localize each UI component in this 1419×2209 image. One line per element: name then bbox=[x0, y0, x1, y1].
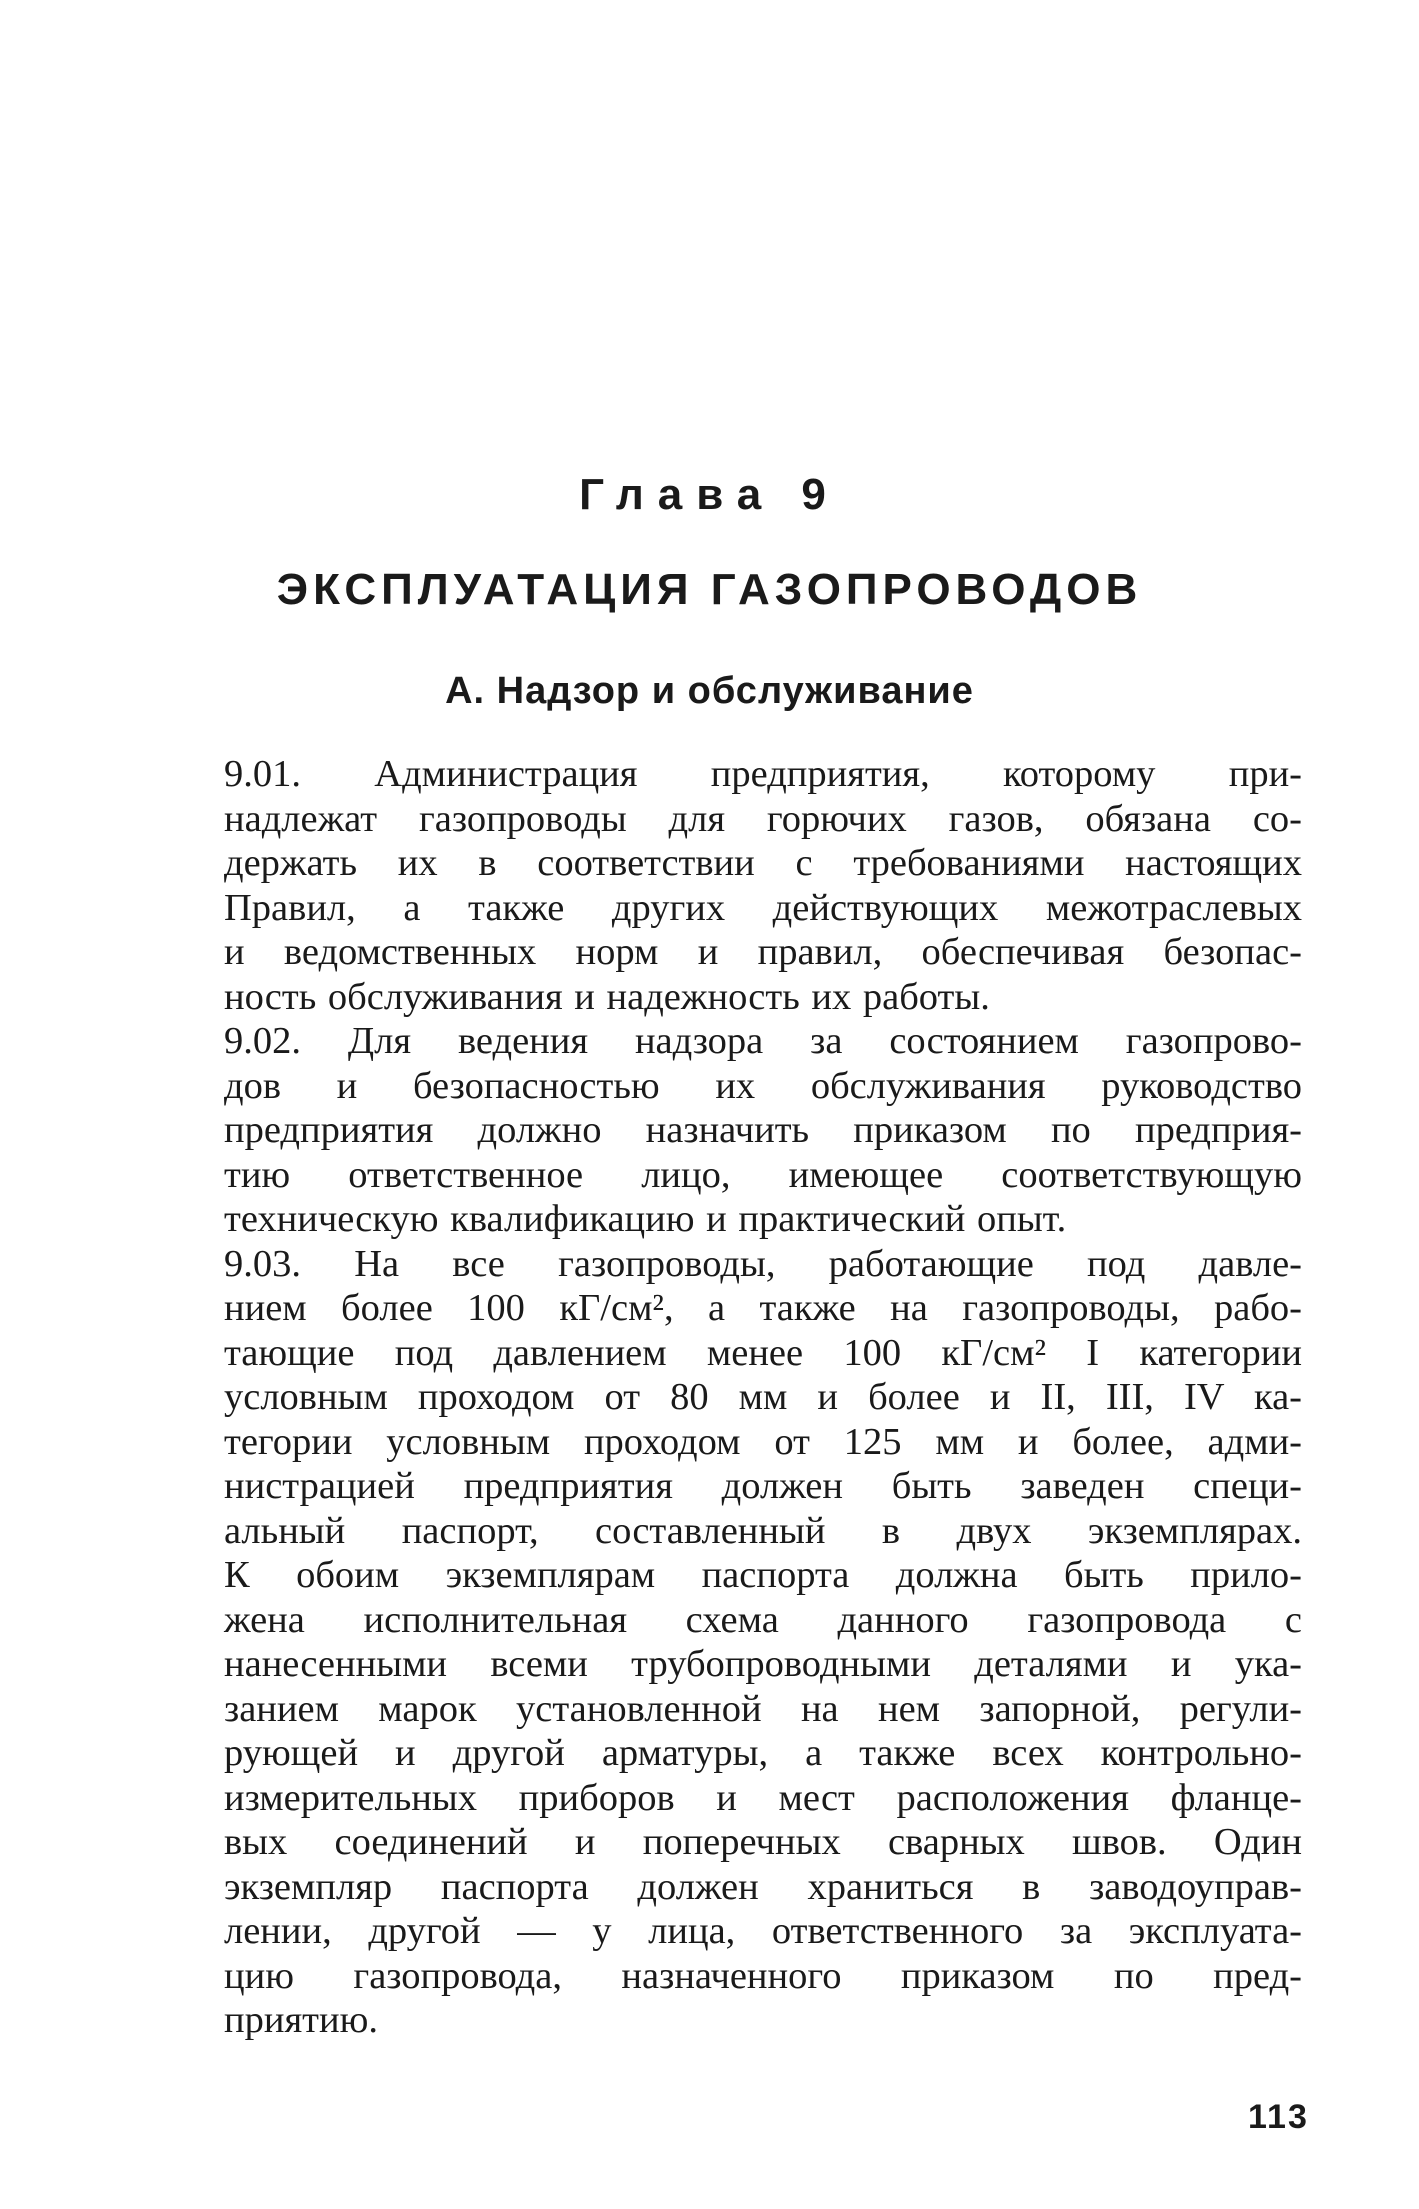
text-line: жена исполнительная схема данного газопровода с bbox=[224, 1598, 1302, 1641]
text-line: нанесенными всеми трубопроводными деталями и ука- bbox=[224, 1643, 1302, 1685]
text-line: измерительных приборов и мест расположения фланце- bbox=[224, 1776, 1302, 1819]
text-line: дов и безопасностью их обслуживания руководство bbox=[224, 1064, 1302, 1107]
text-line: и ведомственных норм и правил, обеспечивая безопас- bbox=[224, 931, 1302, 973]
text-line: держать их в соответствии с требованиями настоящих bbox=[224, 842, 1302, 884]
text-line: альный паспорт, составленный в двух экземплярах. bbox=[224, 1509, 1302, 1552]
text-line: вых соединений и поперечных сварных швов. Один bbox=[224, 1821, 1302, 1863]
text-line: предприятия должно назначить приказом по предприя- bbox=[224, 1109, 1302, 1151]
text-line: техническую квалификацию и практический опыт. bbox=[224, 1198, 1067, 1240]
page-number: 113 bbox=[1248, 2098, 1309, 2136]
text-line: Правил, а также других действующих межотраслевых bbox=[224, 886, 1302, 929]
text-line: тию ответственное лицо, имеющее соответствующую bbox=[224, 1153, 1302, 1196]
text-line: К обоим экземплярам паспорта должна быть прило- bbox=[224, 1554, 1302, 1596]
text-line: рующей и другой арматуры, а также всех контрольно- bbox=[224, 1732, 1302, 1774]
text-line: условным проходом от 80 мм и более и II, III, IV ка- bbox=[224, 1376, 1302, 1418]
text-line: тающие под давлением менее 100 кГ/см² I категории bbox=[224, 1331, 1302, 1374]
text-line: тегории условным проходом от 125 мм и более, адми- bbox=[224, 1420, 1302, 1463]
chapter-label: Глава 9 bbox=[579, 470, 840, 519]
body-text bbox=[162, 752, 1302, 2043]
text-line: лении, другой — у лица, ответственного за эксплуата- bbox=[224, 1910, 1302, 1952]
paragraph-9-01 bbox=[162, 752, 1302, 1019]
text-line: нием более 100 кГ/см², а также на газопроводы, рабо- bbox=[224, 1287, 1302, 1329]
paragraph-9-02 bbox=[162, 1019, 1302, 1242]
text-line: надлежат газопроводы для горючих газов, обязана со- bbox=[224, 797, 1302, 840]
text-line: цию газопровода, назначенного приказом по пред- bbox=[224, 1954, 1302, 1997]
text-line: ность обслуживания и надежность их работы. bbox=[224, 975, 990, 1018]
text-line: занием марок установленной на нем запорной, регули- bbox=[224, 1687, 1302, 1730]
text-line: 9.02. Для ведения надзора за состоянием газопрово- bbox=[224, 1020, 1302, 1062]
text-line: нистрацией предприятия должен быть заведен специ- bbox=[224, 1465, 1302, 1507]
text-line: приятию. bbox=[224, 1999, 378, 2041]
chapter-title: ЭКСПЛУАТАЦИЯ ГАЗОПРОВОДОВ bbox=[276, 565, 1143, 614]
text-line: экземпляр паспорта должен храниться в заводоуправ- bbox=[224, 1865, 1302, 1908]
text-line: 9.03. На все газопроводы, работающие под давле- bbox=[224, 1242, 1302, 1285]
section-title: А. Надзор и обслуживание bbox=[445, 670, 974, 712]
text-line: 9.01. Администрация предприятия, которому при- bbox=[224, 753, 1302, 795]
paragraph-9-03 bbox=[162, 1242, 1302, 2043]
